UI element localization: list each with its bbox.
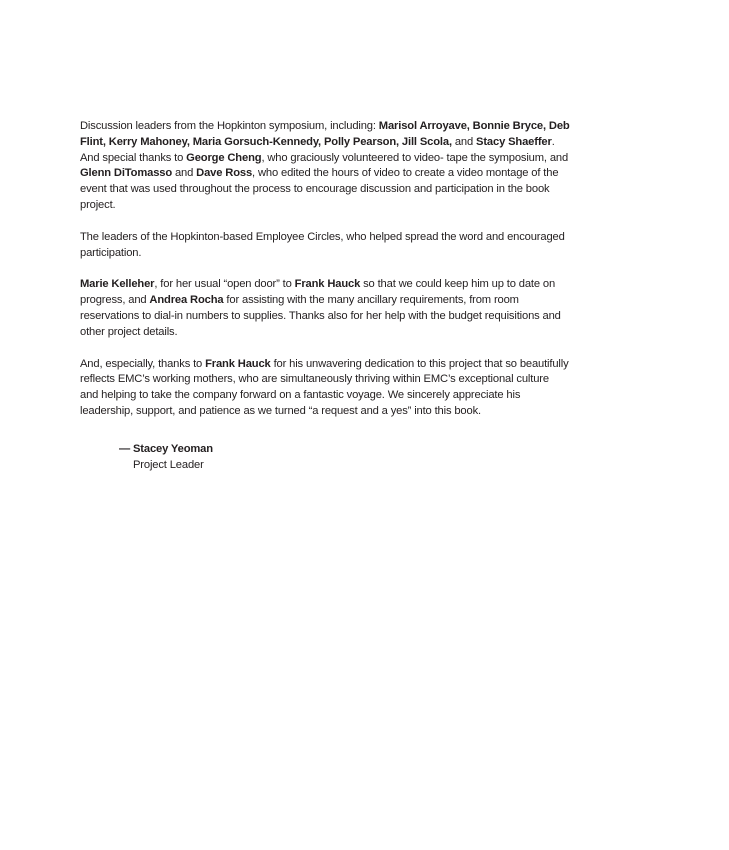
text-segment: The leaders of the Hopkinton-based Employee Circles, who helped spread the word and encouraged participation. bbox=[80, 230, 565, 259]
paragraph-marie-andrea bbox=[80, 277, 570, 340]
text-segment: for assisting with the many ancillary requirements, from room reservations to dial-in numbers to supplies. Thanks also for her help with the budget requisitions and other project details. bbox=[80, 294, 561, 338]
text-segment: and bbox=[451, 135, 477, 148]
bold-name-text: Marisol Arroyave, Bonnie Bryce, Deb Flint, Kerry Mahoney, Maria Gorsuch-Kennedy, Polly Pearson, Jill Scola, bbox=[80, 120, 570, 148]
acknowledgments-page bbox=[80, 119, 570, 473]
text-segment: and bbox=[172, 167, 197, 180]
text-segment: Discussion leaders from the Hopkinton symposium, including: bbox=[80, 120, 379, 132]
bold-name-text: Dave Ross bbox=[196, 167, 253, 180]
bold-name-text: Marie Kelleher bbox=[80, 278, 155, 291]
bold-name-text: Frank Hauck bbox=[205, 357, 271, 370]
text-segment: , who edited the hours of video to create a video montage of the event that was used throughout the process to encourage discussion and participation in the book project. bbox=[80, 167, 559, 211]
paragraph-employee-circles bbox=[80, 230, 570, 262]
signature-block bbox=[119, 442, 570, 474]
bold-name-text: Stacy Shaeffer bbox=[476, 135, 552, 148]
bold-name-text: Frank Hauck bbox=[294, 278, 361, 291]
paragraph-frank-hauck bbox=[80, 357, 570, 420]
bold-name-text: George Cheng bbox=[186, 151, 262, 164]
text-segment: . And special thanks to bbox=[80, 135, 555, 164]
bold-name-text: Andrea Rocha bbox=[149, 294, 224, 307]
bold-name-text: Glenn DiTomasso bbox=[80, 167, 173, 180]
text-segment: for his unwavering dedication to this project that so beautifully reflects EMC’s working mothers, who are simultaneously thriving within EMC’s exceptional culture and helping to take the company forward on a fantastic voyage. We sincerely appreciate his leadership, support, and patience as we turned “a request and a yes” into this book. bbox=[80, 357, 569, 417]
paragraph-discussion-leaders bbox=[80, 119, 570, 214]
signature-name: — Stacey Yeoman bbox=[119, 442, 213, 455]
text-segment: , for her usual “open door” to bbox=[154, 278, 295, 291]
text-segment: so that we could keep him up to date on progress, and bbox=[80, 278, 556, 307]
signature-title: Project Leader bbox=[133, 458, 204, 471]
text-segment: , who graciously volunteered to video- tape the symposium, and bbox=[261, 151, 569, 164]
text-segment: And, especially, thanks to bbox=[80, 357, 206, 370]
